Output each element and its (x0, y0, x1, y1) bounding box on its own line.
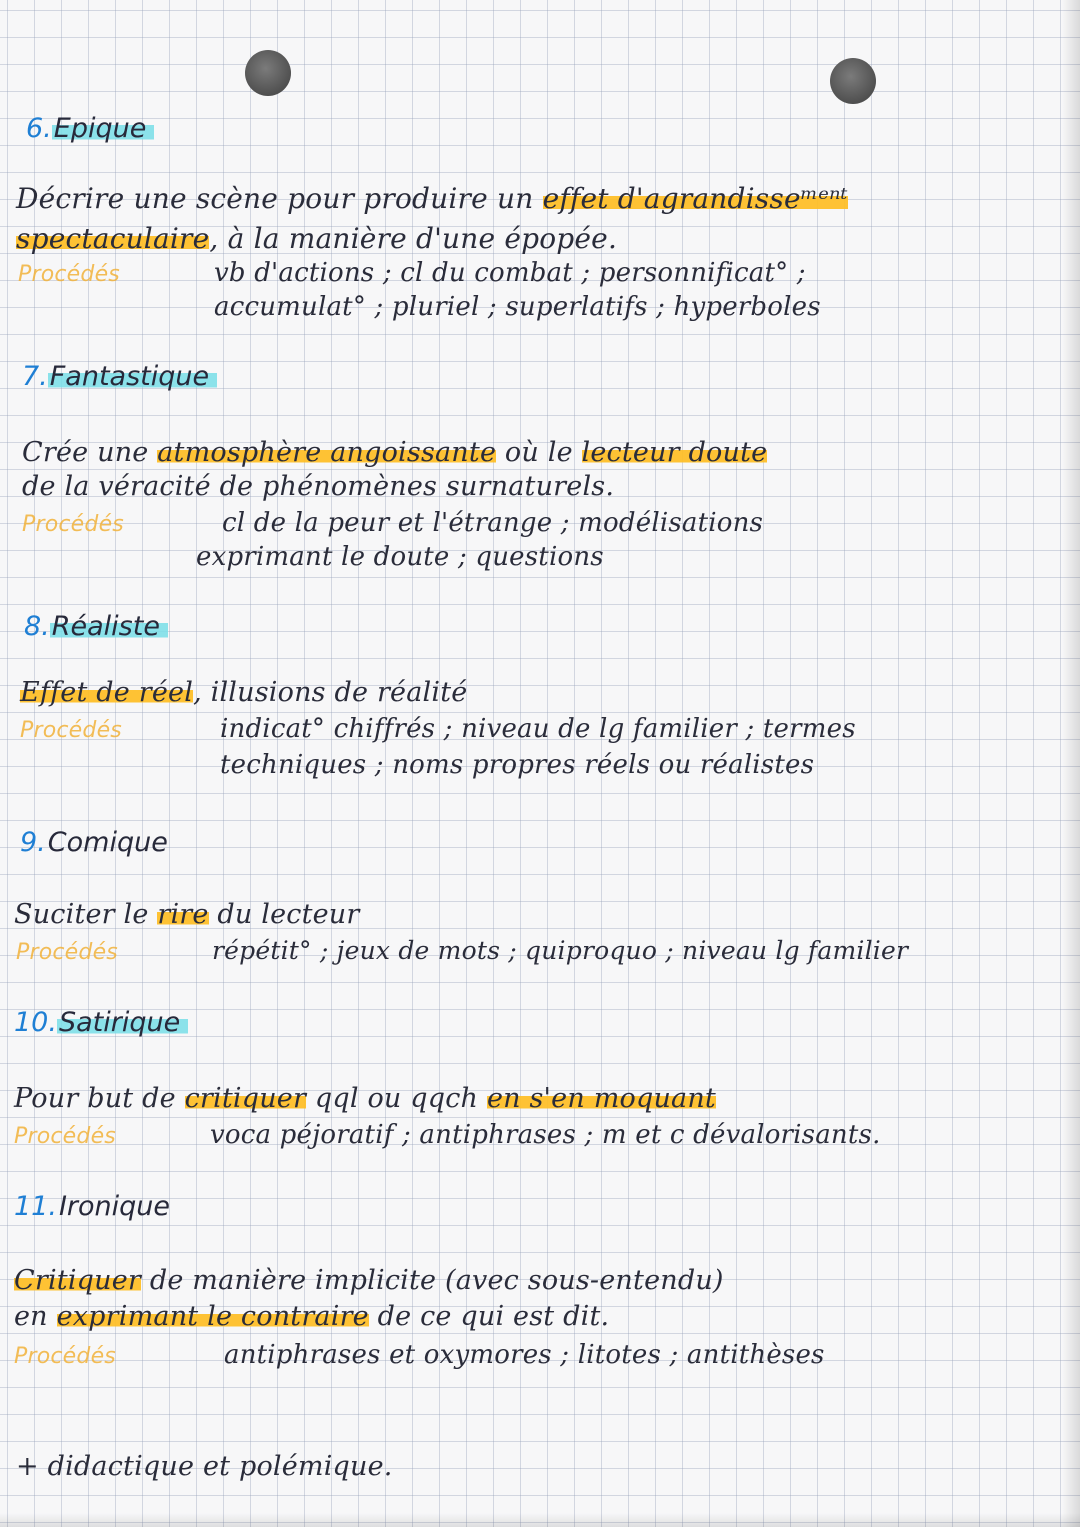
section-title: Comique (47, 827, 168, 858)
procedes-line: exprimant le doute ; questions (196, 542, 604, 572)
keyword-highlight: rire (157, 899, 209, 930)
procedes-label: Procédés (14, 1124, 116, 1149)
definition-line: Effet de réel, illusions de réalité (20, 677, 468, 708)
definition-line: de la véracité de phénomènes surnaturels. (22, 471, 615, 502)
section-number: 10. (14, 1007, 57, 1038)
keyword-highlight: en s'en moquant (486, 1083, 716, 1114)
definition-line: Critiquer de manière implicite (avec sous-entendu) (14, 1265, 724, 1296)
page-shadow-bottom (0, 1513, 1080, 1527)
procedes-line: accumulat° ; pluriel ; superlatifs ; hyperboles (214, 292, 821, 322)
definition-line: Crée une atmosphère angoissante où le lecteur doute (22, 437, 768, 468)
procedes-label: Procédés (20, 718, 122, 743)
keyword-highlight: effet d'agrandisseᵐᵉⁿᵗ (542, 182, 848, 215)
procedes-label: Procédés (18, 262, 120, 287)
procedes-line: Procédés cl de la peur et l'étrange ; modélisations (22, 506, 763, 542)
section-title: Fantastique (48, 361, 217, 392)
keyword-highlight: Critiquer (14, 1265, 142, 1296)
keyword-highlight: exprimant le contraire (56, 1301, 369, 1332)
punch-hole-right (830, 58, 876, 104)
section-number: 6. (26, 113, 52, 144)
procedes-line: Procédés voca péjoratif ; antiphrases ; m et c dévalorisants. (14, 1118, 881, 1154)
section-heading (22, 360, 217, 394)
definition-line: en exprimant le contraire de ce qui est dit. (14, 1301, 610, 1332)
section-heading (14, 1190, 178, 1224)
definition-line: Décrire une scène pour produire un effet d'agrandisseᵐᵉⁿᵗ (16, 182, 848, 215)
section-heading (20, 826, 176, 860)
section-title: Satirique (57, 1007, 188, 1038)
keyword-highlight: spectaculaire (16, 222, 210, 255)
definition-line: Pour but de critiquer qql ou qqch en s'en moquant (14, 1083, 716, 1114)
procedes-line: Procédés répétit° ; jeux de mots ; quiproquo ; niveau lg familier (16, 934, 908, 970)
section-heading (26, 112, 154, 146)
section-title: Réaliste (50, 611, 168, 642)
page-shadow-right (1062, 0, 1080, 1527)
section-title: Epique (52, 113, 155, 144)
procedes-line: techniques ; noms propres réels ou réalistes (220, 750, 815, 780)
section-heading (14, 1006, 188, 1040)
definition-line: Suciter le rire du lecteur (14, 899, 360, 930)
punch-hole-left (245, 50, 291, 96)
section-number: 8. (24, 611, 50, 642)
procedes-label: Procédés (16, 940, 118, 965)
footer-note: + didactique et polémique. (16, 1451, 393, 1482)
section-heading (24, 610, 168, 644)
section-number: 11. (14, 1191, 57, 1222)
procedes-line: Procédés vb d'actions ; cl du combat ; personnificat° ; (18, 256, 806, 292)
section-title: Ironique (58, 1191, 171, 1222)
procedes-line: Procédés antiphrases et oxymores ; litotes ; antithèses (14, 1338, 825, 1374)
keyword-highlight: lecteur doute (581, 437, 768, 468)
section-number: 9. (20, 827, 46, 858)
procedes-line: Procédés indicat° chiffrés ; niveau de lg familier ; termes (20, 712, 856, 748)
definition-line: spectaculaire, à la manière d'une épopée. (16, 222, 618, 255)
keyword-highlight: atmosphère angoissante (157, 437, 497, 468)
keyword-highlight: Effet de réel (20, 677, 194, 708)
procedes-label: Procédés (22, 512, 124, 537)
keyword-highlight: critiquer (184, 1083, 307, 1114)
section-number: 7. (22, 361, 48, 392)
procedes-label: Procédés (14, 1344, 116, 1369)
